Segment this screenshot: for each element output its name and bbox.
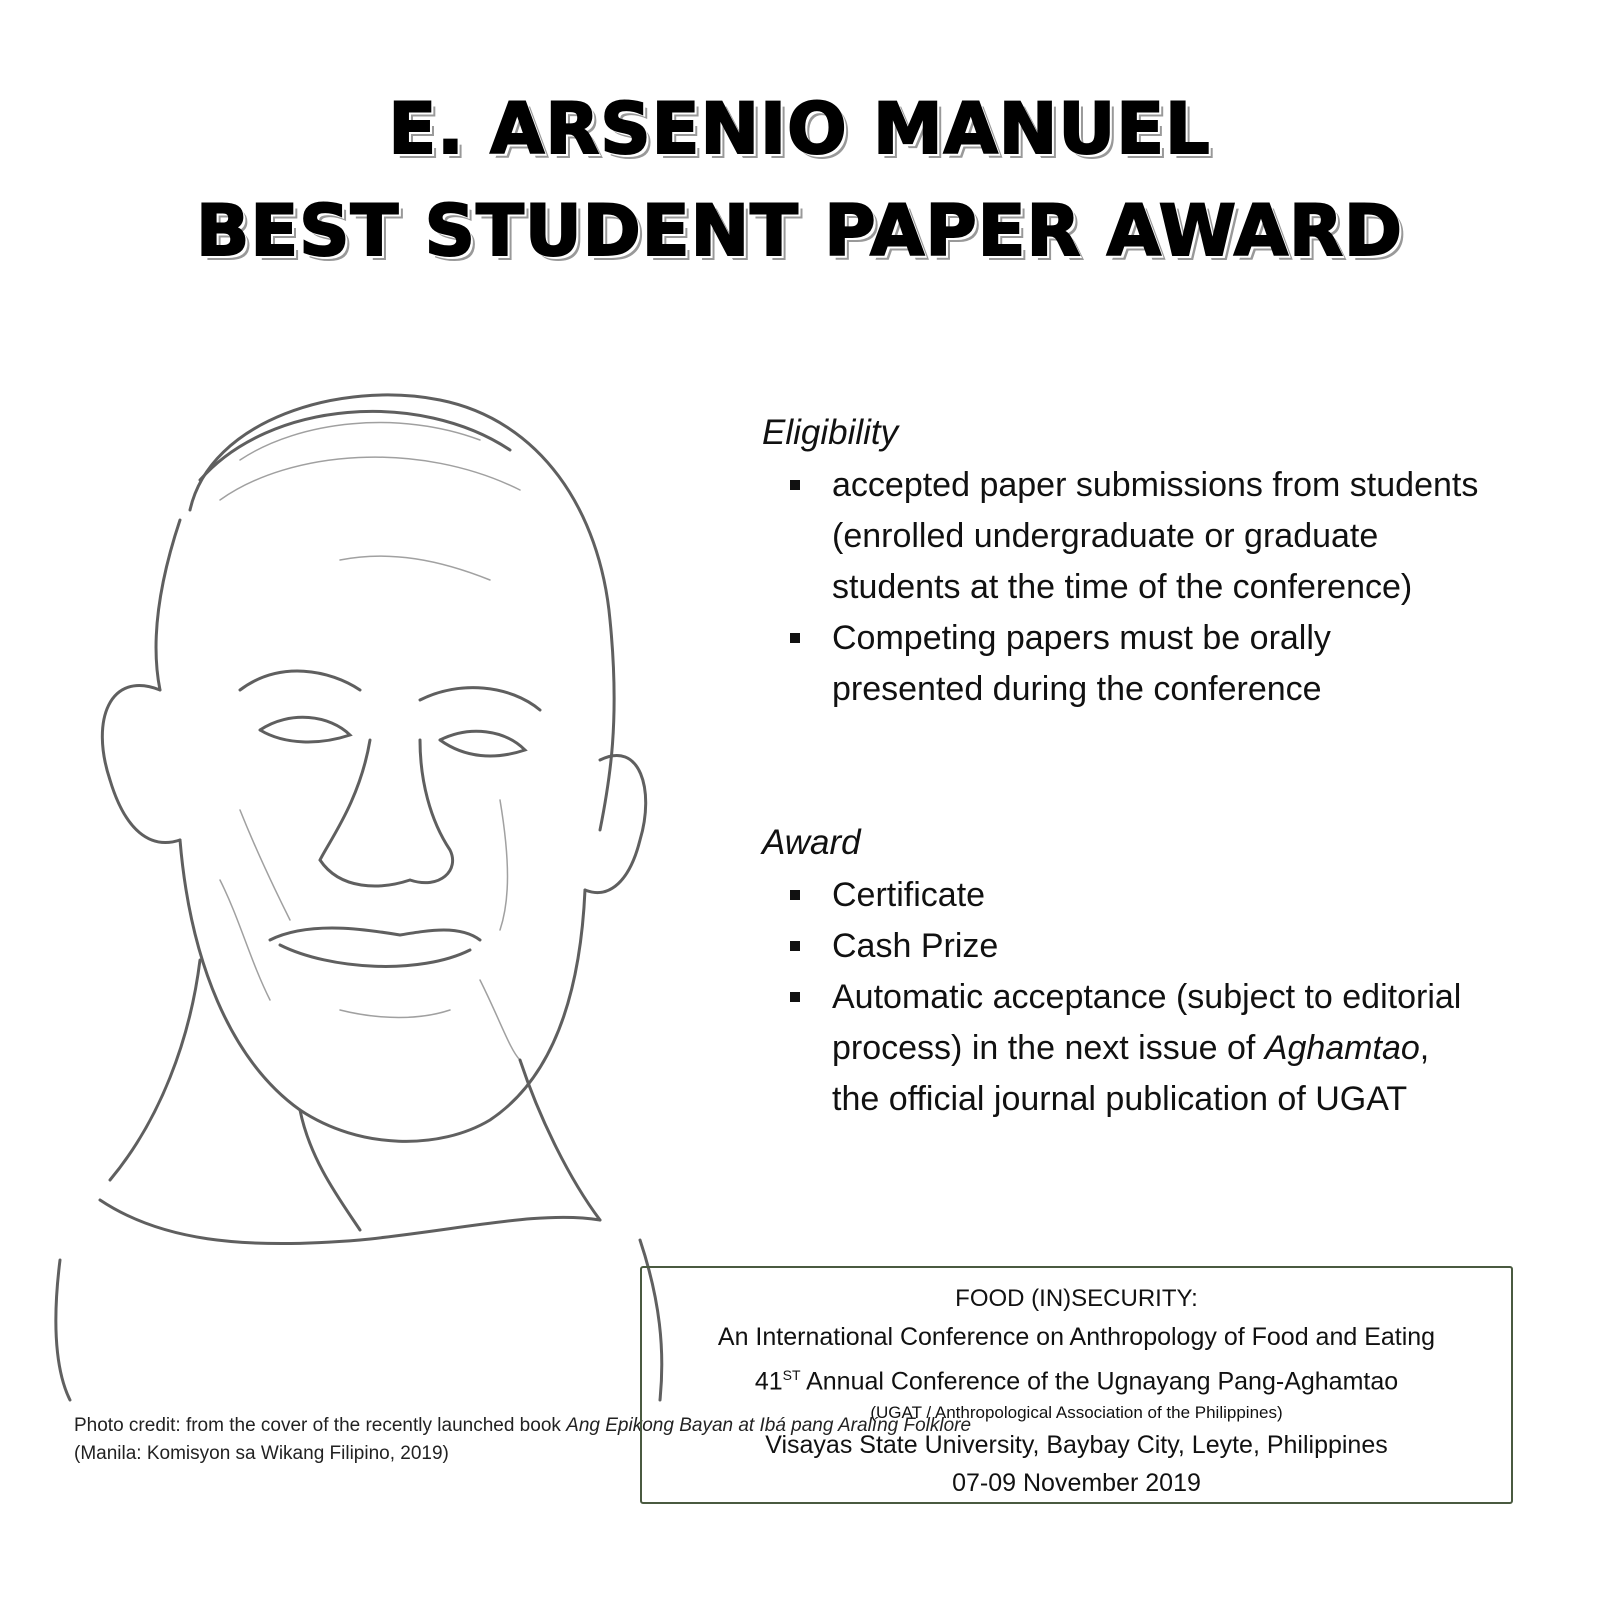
eligibility-section <box>762 410 1482 715</box>
conference-subtitle: An International Conference on Anthropology of Food and Eating <box>717 1323 1436 1351</box>
journal-name: Aghamtao <box>1264 1029 1420 1067</box>
award-heading: Award <box>762 823 861 862</box>
conference-dates: 07-09 November 2019 <box>952 1469 1201 1498</box>
title-line-2: BEST STUDENT PAPER AWARD <box>195 190 1404 272</box>
conference-organization: (UGAT / Anthropological Association of the Philippines) <box>870 1403 1283 1423</box>
award-list <box>762 870 1482 1125</box>
conference-edition <box>642 1356 1511 1400</box>
list-item: Cash Prize <box>762 921 1482 972</box>
edition-number: 41 <box>754 1367 783 1396</box>
award-section <box>762 820 1482 1125</box>
eligibility-heading: Eligibility <box>762 413 899 452</box>
title-line-1: E. ARSENIO MANUEL <box>388 88 1211 170</box>
list-item: Competing papers must be orally presented during the conference <box>762 613 1482 715</box>
conference-info-box <box>640 1266 1513 1504</box>
journal-description: , the official journal publication of UGAT <box>832 1029 1430 1118</box>
conference-title: FOOD (IN)SECURITY: <box>955 1285 1198 1312</box>
publisher: (Manila: Komisyon sa Wikang Filipino, 2019) <box>74 1443 449 1464</box>
edition-text: Annual Conference of the Ugnayang Pang-Aghamtao <box>800 1367 1399 1396</box>
list-item-text: Automatic acceptance (subject to editorial process) in the next issue of <box>832 978 1462 1067</box>
list-item: Certificate <box>762 870 1482 921</box>
edition-suffix: ST <box>782 1367 801 1383</box>
photo-credit-prefix: Photo credit: from the cover of the recently launched book <box>74 1415 567 1436</box>
eligibility-list <box>762 460 1482 715</box>
list-item: accepted paper submissions from students (enrolled undergraduate or graduate students at the time of the conference) <box>762 460 1482 613</box>
book-title: Ang Epikong Bayan at Ibá pang Aralíng Folklore <box>566 1415 972 1436</box>
conference-venue: Visayas State University, Baybay City, Leyte, Philippines <box>765 1431 1388 1460</box>
portrait-sketch <box>40 360 680 1410</box>
list-item <box>762 972 1482 1125</box>
